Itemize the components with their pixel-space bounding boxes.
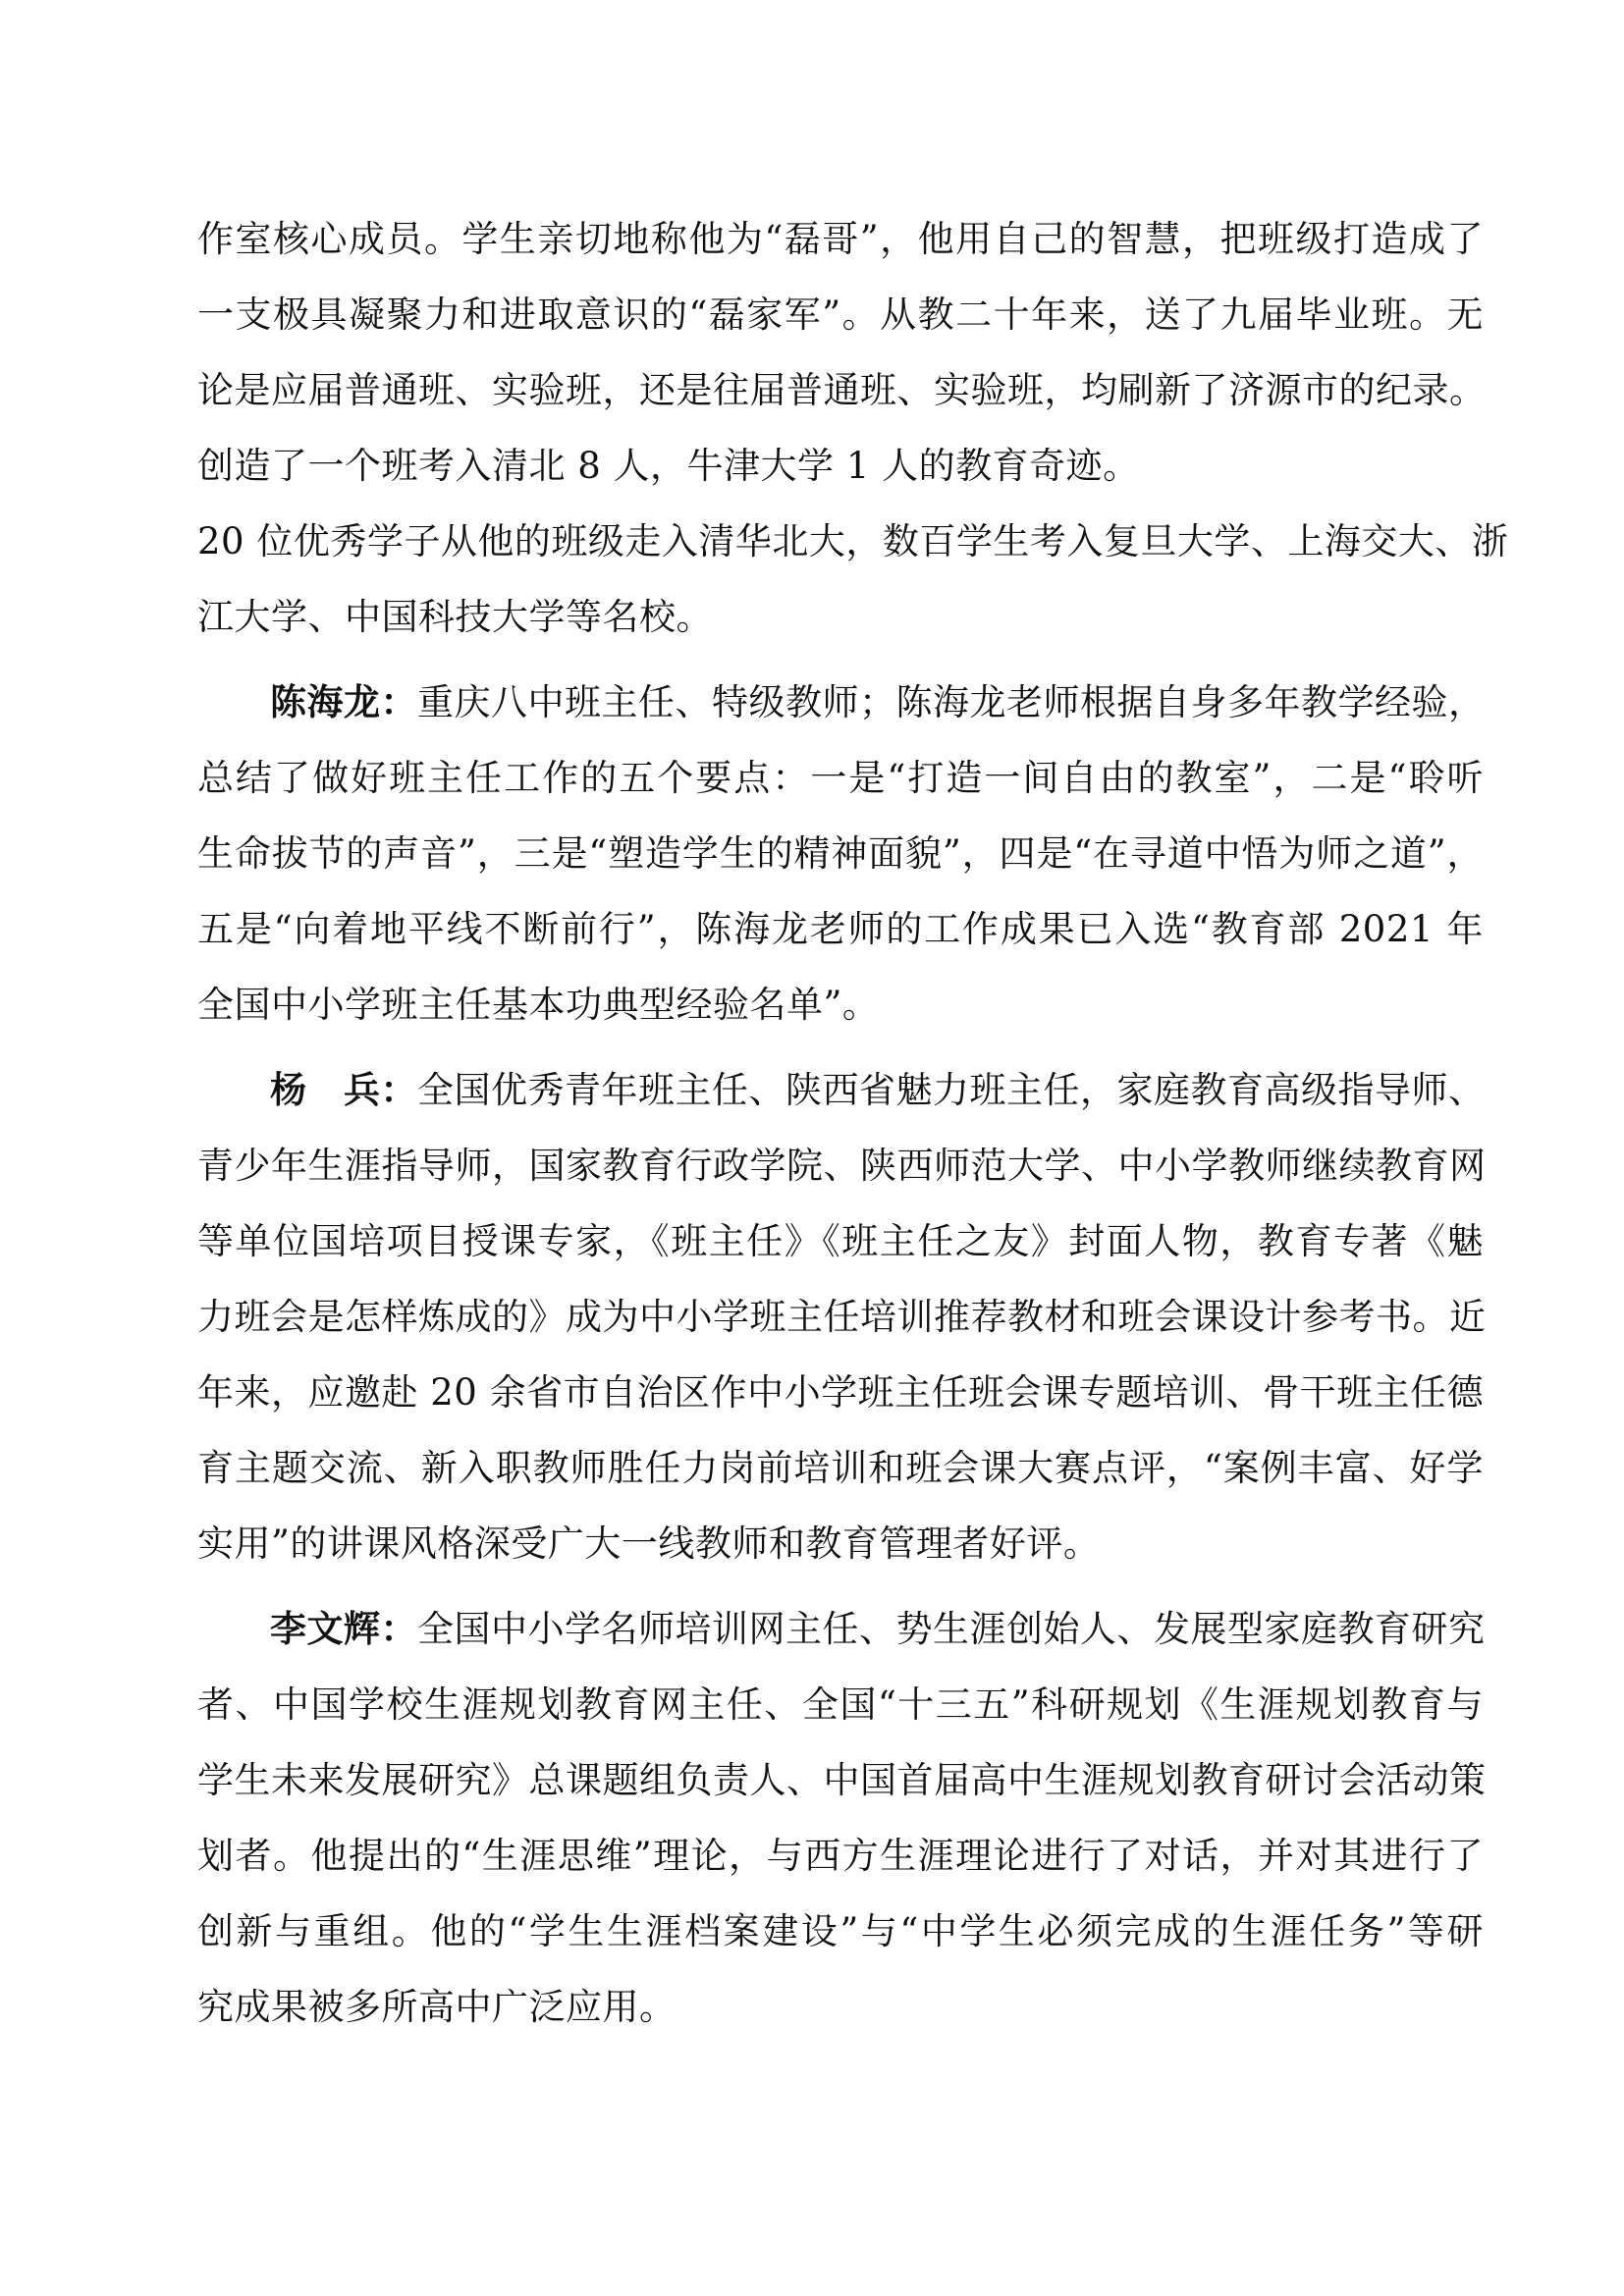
text-line [197, 1591, 1484, 1667]
text-line: 创造了一个班考入清北 8 人，牛津大学 1 人的教育奇迹。 [197, 445, 1140, 487]
text-line: 学生未来发展研究》总课题组负责人、中国首届高中生涯规划教育研讨会活动策 [197, 1759, 1487, 1801]
text-span: 全国优秀青年班主任、陕西省魅力班主任，家庭教育高级指导师、 [417, 1069, 1486, 1111]
document-page [197, 201, 1509, 2045]
text-line: 作室核心成员。学生亲切地称他为“磊哥”，他用自己的智慧，把班级打造成了 [197, 218, 1484, 260]
text-line: 五是“向着地平线不断前行”，陈海龙老师的工作成果已入选“教育部 2021 年 [197, 908, 1484, 950]
paragraph-li-wenhui [197, 1591, 1487, 2045]
text-line: 划者。他提出的“生涯思维”理论，与西方生涯理论进行了对话，并对其进行了 [197, 1835, 1484, 1877]
paragraph-1 [197, 201, 1487, 504]
text-line: 论是应届普通班、实验班，还是往届普通班、实验班，均刷新了济源市的纪录。 [197, 369, 1487, 411]
text-line: 总结了做好班主任工作的五个要点：一是“打造一间自由的教室”，二是“聆听 [197, 757, 1484, 799]
text-line: 生命拔节的声音”，三是“塑造学生的精神面貌”，四是“在寻道中悟为师之道”， [197, 832, 1484, 875]
text-line: 实用”的讲课风格深受广大一线教师和教育管理者好评。 [197, 1522, 1101, 1565]
text-line: 青少年生涯指导师，国家教育行政学院、陕西师范大学、中小学教师继续教育网 [197, 1145, 1487, 1187]
person-name-li-wenhui: 李文辉： [270, 1607, 417, 1650]
text-line: 江大学、中国科技大学等名校。 [197, 596, 713, 638]
text-line [197, 665, 1484, 740]
person-name-yang-bing: 杨 兵： [270, 1068, 417, 1111]
text-line [197, 1052, 1484, 1128]
text-line: 年来，应邀赴 20 余省市自治区作中小学班主任班会课专题培训、骨干班主任德 [197, 1371, 1485, 1414]
text-line: 者、中国学校生涯规划教育网主任、全国“十三五”科研规划《生涯规划教育与 [197, 1683, 1484, 1726]
text-line: 究成果被多所高中广泛应用。 [197, 1986, 677, 2028]
paragraph-2 [197, 504, 1509, 655]
text-line: 创新与重组。他的“学生生涯档案建设”与“中学生必须完成的生涯任务”等研 [197, 1910, 1484, 1952]
text-line: 20 位优秀学子从他的班级走入清华北大，数百学生考入复旦大学、上海交大、浙 [197, 520, 1509, 562]
text-span: 重庆八中班主任、特级教师；陈海龙老师根据自身多年教学经验， [417, 681, 1486, 723]
text-line: 全国中小学班主任基本功典型经验名单”。 [197, 984, 880, 1026]
text-span: 全国中小学名师培训网主任、势生涯创始人、发展型家庭教育研究 [417, 1608, 1486, 1650]
text-line: 等单位国培项目授课专家，《班主任》《班主任之友》封面人物，教育专著《魅 [197, 1220, 1484, 1262]
text-line: 育主题交流、新入职教师胜任力岗前培训和班会课大赛点评，“案例丰富、好学 [197, 1447, 1484, 1489]
paragraph-yang-bing [197, 1052, 1487, 1581]
paragraph-chen-hailong [197, 665, 1484, 1042]
text-line: 力班会是怎样炼成的》成为中小学班主任培训推荐教材和班会课设计参考书。近 [197, 1296, 1487, 1338]
text-line: 一支极具凝聚力和进取意识的“磊家军”。从教二十年来，送了九届毕业班。无 [197, 294, 1484, 336]
person-name-chen-hailong: 陈海龙： [270, 680, 417, 723]
